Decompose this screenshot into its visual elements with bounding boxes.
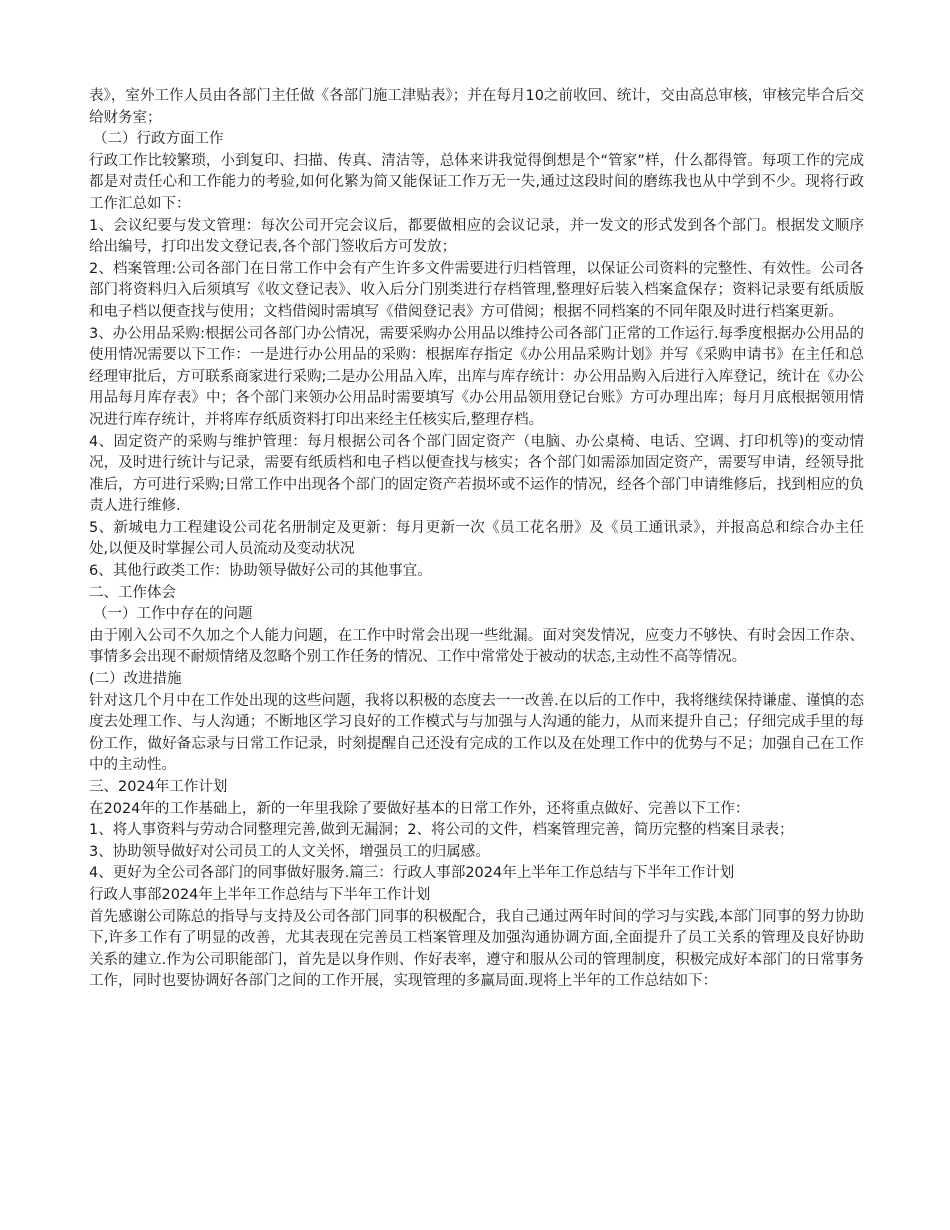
paragraph-improvements: 针对这几个月中在工作处出现的这些问题，我将以积极的态度去一一改善.在以后的工作中，我将继续保持谦虚、谨慎的态度去处理工作、与人沟通；不断地区学习良好的工作模式与与加强与人沟通的能力，从而来提升自己；仔细完成手里的每份工作，做好备忘录与日常工作记录，时刻提醒自己还没有完成的工作以及在处理工作中的优势与不足；加强自己在工作中的主动性。 [89, 692, 864, 774]
paragraph-salary-tables: 表》，室外工作人员由各部门主任做《各部门施工津贴表》；并在每月10之前收回、统计，交由高总审核，审核完毕合后交给财务室； [89, 88, 864, 126]
heading-problems: （一）工作中存在的问题 [93, 606, 253, 623]
heading-work-experience: 二、工作体会 [89, 584, 176, 601]
paragraph-plan-intro: 在2024年的工作基础上，新的一年里我除了要做好基本的日常工作外，还将重点做好、完善以下工作： [89, 800, 750, 817]
list-item-fixed-assets: 4、固定资产的采购与维护管理：每月根据公司各个部门固定资产（电脑、办公桌椅、电话、空调、打印机等)的变动情况，及时进行统计与记录，需要有纸质档和电子档以便查找与核实；各个部门如需添加固定资产，需要写申请，经领导批准后，方可进行采购;日常工作中出现各个部门的固定资产若损坏或不运作的情况，经各个部门申请维修后，找到相应的负责人进行维修. [89, 433, 864, 515]
list-item-plan-care: 3、协助领导做好对公司员工的人文关怀，增强员工的归属感。 [89, 843, 490, 860]
heading-section-three: 行政人事部2024年上半年工作总结与下半年工作计划 [89, 886, 431, 903]
list-item-plan-service: 4、更好为全公司各部门的同事做好服务.篇三：行政人事部2024年上半年工作总结与下半年工作计划 [89, 865, 735, 882]
list-item-office-supplies: 3、办公用品采购:根据公司各部门办公情况，需要采购办公用品以维持公司各部门正常的工作运行.每季度根据办公用品的使用情况需要以下工作：一是进行办公用品的采购：根据库存指定《办公用品采购计划》并写《采购申请书》在主任和总经理审批后，方可联系商家进行采购;二是办公用品入库，出库与库存统计：办公用品购入后进行入库登记，统计在《办公用品每月库存表》中；各个部门来领办公用品时需要填写《办公用品领用登记台账》方可办理出库；每月月底根据领用情况进行库存统计，并将库存纸质资料打印出来经主任核实后,整理存档。 [89, 325, 864, 428]
heading-admin-work: （二）行政方面工作 [93, 131, 224, 148]
document-body [89, 86, 864, 993]
heading-improvements: (二）改进措施 [89, 671, 182, 688]
list-item-plan-hr-files: 1、将人事资料与劳动合同整理完善,做到无漏洞；2、将公司的文件，档案管理完善，简历完整的档案目录表； [89, 822, 794, 839]
paragraph-admin-intro: 行政工作比较繁琐，小到复印、扫描、传真、清洁等，总体来讲我觉得倒想是个“管家”样，什么都得管。每项工作的完成都是对责任心和工作能力的考验,如何化繁为简又能保证工作万无一失,通过这段时间的磨练我也从中学到不少。现将行政工作汇总如下： [89, 152, 864, 212]
list-item-roster: 5、新城电力工程建设公司花名册制定及更新：每月更新一次《员工花名册》及《员工通讯录》，并报高总和综合办主任处,以便及时掌握公司人员流动及变动状况 [89, 519, 864, 558]
paragraph-half-year-summary: 首先感谢公司陈总的指导与支持及公司各部门同事的积极配合，我自己通过两年时间的学习与实践,本部门同事的努力协助下,许多工作有了明显的改善，尤其表现在完善员工档案管理及加强沟通协调方面,全面提升了员工关系的管理及良好协助关系的建立.作为公司职能部门，首先是以身作则、作好表率，遵守和服从公司的管理制度，积极完成好本部门的日常事务工作，同时也要协调好各部门之间的工作开展，实现管理的多赢局面.现将上半年的工作总结如下： [89, 908, 864, 990]
heading-work-plan: 三、2024年工作计划 [89, 779, 228, 795]
list-item-other-admin: 6、其他行政类工作：协助领导做好公司的其他事宜。 [89, 563, 432, 580]
list-item-archive-management: 2、档案管理:公司各部门在日常工作中会有产生许多文件需要进行归档管理，以保证公司资料的完整性、有效性。公司各部门将资料归入后须填写《收文登记表》、收入后分门别类进行存档管理,整理好后装入档案盒保存；资料记录要有纸质版和电子档以便查找与使用；文档借阅时需填写《借阅登记表》方可借阅；根据不同档案的不同年限及时进行档案更新。 [89, 260, 864, 320]
paragraph-problems: 由于刚入公司不久加之个人能力问题，在工作中时常会出现一些纰漏。面对突发情况，应变力不够快、有时会因工作杂、事情多会出现不耐烦情绪及忽略个别工作任务的情况、工作中常常处于被动的状态,主动性不高等情况。 [89, 627, 864, 666]
list-item-meeting-minutes: 1、会议纪要与发文管理：每次公司开完会议后，都要做相应的会议记录，并一发文的形式发到各个部门。根据发文顺序给出编号，打印出发文登记表,各个部门签收后方可发放； [89, 217, 864, 256]
